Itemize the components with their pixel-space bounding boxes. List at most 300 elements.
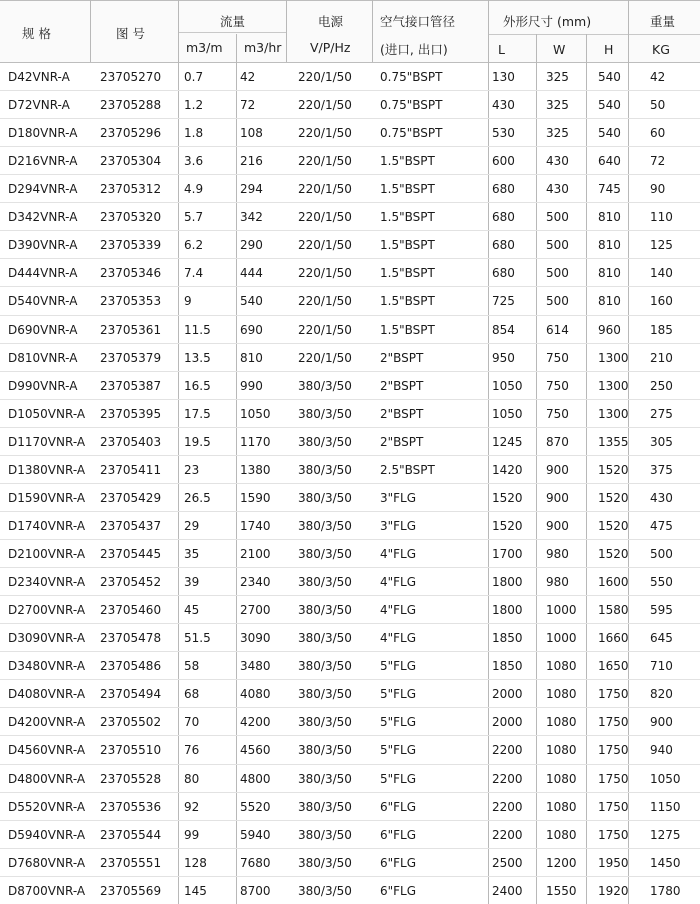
cell-flow-m3m: 99 bbox=[184, 827, 200, 842]
cell-flow-m3m: 13.5 bbox=[184, 350, 211, 365]
cell-weight: 375 bbox=[650, 462, 673, 477]
cell-air-pipe: 2.5"BSPT bbox=[380, 462, 435, 477]
cell-flow-m3hr: 444 bbox=[240, 266, 263, 281]
cell-air-pipe: 2"BSPT bbox=[380, 434, 424, 449]
cell-dim-l: 1050 bbox=[492, 406, 523, 421]
cell-model: D2340VNR-A bbox=[8, 575, 86, 590]
table-row bbox=[0, 707, 700, 735]
cell-flow-m3hr: 294 bbox=[240, 182, 263, 197]
cell-dim-w: 1080 bbox=[546, 799, 577, 814]
cell-weight: 125 bbox=[650, 238, 673, 253]
cell-air-pipe: 6"FLG bbox=[380, 799, 417, 814]
header-dim-w: W bbox=[553, 42, 566, 57]
cell-drawing-no: 23705395 bbox=[100, 406, 162, 421]
cell-flow-m3m: 9 bbox=[184, 294, 192, 309]
cell-dim-w: 870 bbox=[546, 434, 569, 449]
cell-power: 220/1/50 bbox=[298, 98, 352, 113]
cell-dim-w: 1000 bbox=[546, 631, 577, 646]
cell-drawing-no: 23705502 bbox=[100, 715, 162, 730]
cell-dim-h: 1750 bbox=[598, 827, 629, 842]
cell-drawing-no: 23705569 bbox=[100, 883, 162, 898]
cell-flow-m3m: 4.9 bbox=[184, 182, 204, 197]
header-weight: 重量 bbox=[650, 14, 676, 29]
cell-dim-w: 430 bbox=[546, 154, 569, 169]
cell-dim-l: 2200 bbox=[492, 799, 523, 814]
cell-dim-h: 745 bbox=[598, 182, 621, 197]
cell-flow-m3m: 58 bbox=[184, 659, 200, 674]
cell-power: 220/1/50 bbox=[298, 154, 352, 169]
cell-weight: 42 bbox=[650, 70, 666, 84]
cell-drawing-no: 23705478 bbox=[100, 631, 162, 646]
cell-air-pipe: 0.75"BSPT bbox=[380, 126, 443, 141]
cell-flow-m3m: 70 bbox=[184, 715, 200, 730]
cell-model: D2700VNR-A bbox=[8, 603, 86, 618]
cell-dim-h: 1520 bbox=[598, 490, 629, 505]
cell-power: 380/3/50 bbox=[298, 631, 352, 646]
table-row bbox=[0, 511, 700, 539]
cell-dim-l: 1050 bbox=[492, 378, 523, 393]
cell-dim-h: 540 bbox=[598, 70, 621, 84]
cell-dim-l: 2200 bbox=[492, 827, 523, 842]
cell-flow-m3hr: 4560 bbox=[240, 743, 271, 758]
cell-dim-l: 2200 bbox=[492, 743, 523, 758]
cell-weight: 430 bbox=[650, 490, 673, 505]
cell-model: D1590VNR-A bbox=[8, 490, 86, 505]
cell-dim-w: 750 bbox=[546, 350, 569, 365]
cell-air-pipe: 4"FLG bbox=[380, 603, 417, 618]
cell-dim-w: 500 bbox=[546, 210, 569, 225]
cell-power: 380/3/50 bbox=[298, 883, 352, 898]
cell-model: D216VNR-A bbox=[8, 154, 78, 169]
cell-flow-m3m: 0.7 bbox=[184, 70, 204, 84]
table-row bbox=[0, 202, 700, 230]
cell-dim-h: 540 bbox=[598, 98, 621, 113]
cell-weight: 50 bbox=[650, 98, 666, 113]
table-row bbox=[0, 820, 700, 848]
rule-flow-sub bbox=[178, 32, 286, 33]
cell-drawing-no: 23705288 bbox=[100, 98, 162, 113]
cell-weight: 1150 bbox=[650, 799, 681, 814]
cell-dim-l: 680 bbox=[492, 238, 515, 253]
cell-flow-m3m: 16.5 bbox=[184, 378, 211, 393]
table-row bbox=[0, 455, 700, 483]
cell-model: D4200VNR-A bbox=[8, 715, 86, 730]
cell-dim-w: 1550 bbox=[546, 883, 577, 898]
cell-dim-h: 1520 bbox=[598, 518, 629, 533]
cell-dim-l: 2000 bbox=[492, 687, 523, 702]
rule-top bbox=[0, 0, 700, 1]
cell-power: 380/3/50 bbox=[298, 687, 352, 702]
cell-drawing-no: 23705270 bbox=[100, 70, 162, 84]
cell-dim-h: 1300 bbox=[598, 378, 629, 393]
cell-drawing-no: 23705353 bbox=[100, 294, 162, 309]
header-drawing-no: 图 号 bbox=[116, 26, 145, 41]
cell-dim-h: 640 bbox=[598, 154, 621, 169]
cell-flow-m3hr: 1380 bbox=[240, 462, 271, 477]
cell-drawing-no: 23705494 bbox=[100, 687, 162, 702]
table-row bbox=[0, 735, 700, 763]
header-flow-m3hr: m3/hr bbox=[244, 40, 282, 55]
cell-weight: 72 bbox=[650, 154, 666, 169]
cell-air-pipe: 1.5"BSPT bbox=[380, 238, 435, 253]
cell-flow-m3hr: 5520 bbox=[240, 799, 271, 814]
cell-model: D294VNR-A bbox=[8, 182, 78, 197]
cell-flow-m3m: 51.5 bbox=[184, 631, 211, 646]
cell-dim-h: 1580 bbox=[598, 603, 629, 618]
cell-drawing-no: 23705510 bbox=[100, 743, 162, 758]
cell-dim-h: 1920 bbox=[598, 883, 629, 898]
cell-drawing-no: 23705437 bbox=[100, 518, 162, 533]
cell-dim-l: 1520 bbox=[492, 490, 523, 505]
cell-weight: 140 bbox=[650, 266, 673, 281]
cell-model: D342VNR-A bbox=[8, 210, 78, 225]
cell-model: D990VNR-A bbox=[8, 378, 78, 393]
cell-drawing-no: 23705486 bbox=[100, 659, 162, 674]
cell-flow-m3hr: 990 bbox=[240, 378, 263, 393]
cell-power: 220/1/50 bbox=[298, 238, 352, 253]
cell-flow-m3m: 3.6 bbox=[184, 154, 204, 169]
cell-model: D444VNR-A bbox=[8, 266, 78, 281]
cell-dim-w: 1000 bbox=[546, 603, 577, 618]
cell-model: D1050VNR-A bbox=[8, 406, 86, 421]
cell-dim-h: 810 bbox=[598, 266, 621, 281]
cell-flow-m3hr: 2700 bbox=[240, 603, 271, 618]
cell-flow-m3m: 19.5 bbox=[184, 434, 211, 449]
cell-model: D2100VNR-A bbox=[8, 547, 86, 562]
cell-model: D7680VNR-A bbox=[8, 855, 86, 870]
cell-flow-m3m: 17.5 bbox=[184, 406, 211, 421]
cell-air-pipe: 1.5"BSPT bbox=[380, 210, 435, 225]
cell-dim-l: 680 bbox=[492, 182, 515, 197]
table-row bbox=[0, 258, 700, 286]
cell-dim-w: 325 bbox=[546, 70, 569, 84]
cell-air-pipe: 1.5"BSPT bbox=[380, 266, 435, 281]
cell-dim-h: 540 bbox=[598, 126, 621, 141]
header-model: 规 格 bbox=[22, 26, 51, 41]
vrule-model bbox=[90, 0, 91, 62]
cell-power: 220/1/50 bbox=[298, 126, 352, 141]
cell-dim-w: 325 bbox=[546, 98, 569, 113]
table-row bbox=[0, 567, 700, 595]
cell-dim-l: 1850 bbox=[492, 631, 523, 646]
cell-flow-m3hr: 2100 bbox=[240, 547, 271, 562]
table-row bbox=[0, 792, 700, 820]
cell-air-pipe: 0.75"BSPT bbox=[380, 70, 443, 84]
cell-drawing-no: 23705346 bbox=[100, 266, 162, 281]
cell-model: D1380VNR-A bbox=[8, 462, 86, 477]
cell-power: 380/3/50 bbox=[298, 575, 352, 590]
cell-drawing-no: 23705387 bbox=[100, 378, 162, 393]
cell-power: 220/1/50 bbox=[298, 266, 352, 281]
cell-dim-h: 1355 bbox=[598, 434, 629, 449]
cell-power: 380/3/50 bbox=[298, 406, 352, 421]
cell-weight: 645 bbox=[650, 631, 673, 646]
cell-dim-h: 1750 bbox=[598, 799, 629, 814]
cell-model: D42VNR-A bbox=[8, 70, 70, 84]
cell-power: 220/1/50 bbox=[298, 210, 352, 225]
cell-dim-l: 680 bbox=[492, 266, 515, 281]
cell-dim-w: 614 bbox=[546, 322, 569, 337]
header-flow-m3m: m3/m bbox=[186, 40, 223, 55]
cell-air-pipe: 4"FLG bbox=[380, 547, 417, 562]
cell-model: D5520VNR-A bbox=[8, 799, 86, 814]
table-row bbox=[0, 286, 700, 314]
cell-air-pipe: 6"FLG bbox=[380, 855, 417, 870]
header-power: 电源 bbox=[318, 14, 344, 29]
vrule-flow bbox=[286, 0, 287, 62]
cell-dim-w: 1080 bbox=[546, 687, 577, 702]
header-power-unit: V/P/Hz bbox=[310, 40, 351, 55]
cell-model: D390VNR-A bbox=[8, 238, 78, 253]
cell-flow-m3m: 68 bbox=[184, 687, 200, 702]
cell-dim-w: 750 bbox=[546, 378, 569, 393]
cell-weight: 275 bbox=[650, 406, 673, 421]
cell-flow-m3m: 76 bbox=[184, 743, 200, 758]
cell-dim-w: 1080 bbox=[546, 771, 577, 786]
table-row bbox=[0, 343, 700, 371]
header-flow: 流量 bbox=[220, 14, 246, 29]
cell-dim-l: 1700 bbox=[492, 547, 523, 562]
cell-drawing-no: 23705445 bbox=[100, 547, 162, 562]
cell-weight: 1780 bbox=[650, 883, 681, 898]
cell-dim-l: 1420 bbox=[492, 462, 523, 477]
cell-flow-m3m: 128 bbox=[184, 855, 207, 870]
table-row bbox=[0, 539, 700, 567]
cell-flow-m3hr: 7680 bbox=[240, 855, 271, 870]
cell-air-pipe: 5"FLG bbox=[380, 715, 417, 730]
header-dimensions: 外形尺寸 (mm) bbox=[503, 14, 592, 29]
cell-model: D540VNR-A bbox=[8, 294, 78, 309]
table-row bbox=[0, 595, 700, 623]
cell-flow-m3hr: 4800 bbox=[240, 771, 271, 786]
cell-air-pipe: 5"FLG bbox=[380, 659, 417, 674]
cell-dim-h: 1520 bbox=[598, 547, 629, 562]
header-air-pipe-sub: (进口, 出口) bbox=[380, 42, 448, 57]
cell-power: 380/3/50 bbox=[298, 434, 352, 449]
cell-weight: 1450 bbox=[650, 855, 681, 870]
cell-dim-l: 680 bbox=[492, 210, 515, 225]
cell-weight: 550 bbox=[650, 575, 673, 590]
rule-weight-sub bbox=[628, 34, 700, 35]
cell-power: 220/1/50 bbox=[298, 182, 352, 197]
cell-dim-l: 950 bbox=[492, 350, 515, 365]
cell-dim-w: 900 bbox=[546, 462, 569, 477]
cell-dim-w: 500 bbox=[546, 238, 569, 253]
cell-model: D1170VNR-A bbox=[8, 434, 86, 449]
cell-dim-w: 900 bbox=[546, 518, 569, 533]
cell-air-pipe: 3"FLG bbox=[380, 518, 417, 533]
cell-air-pipe: 4"FLG bbox=[380, 575, 417, 590]
cell-dim-l: 1520 bbox=[492, 518, 523, 533]
cell-drawing-no: 23705411 bbox=[100, 462, 162, 477]
cell-model: D3090VNR-A bbox=[8, 631, 86, 646]
cell-flow-m3m: 6.2 bbox=[184, 238, 204, 253]
cell-flow-m3hr: 1170 bbox=[240, 434, 271, 449]
cell-model: D4800VNR-A bbox=[8, 771, 86, 786]
header-dim-l: L bbox=[498, 42, 505, 57]
cell-weight: 1275 bbox=[650, 827, 681, 842]
cell-dim-l: 2000 bbox=[492, 715, 523, 730]
cell-flow-m3m: 145 bbox=[184, 883, 207, 898]
cell-air-pipe: 4"FLG bbox=[380, 631, 417, 646]
cell-model: D72VNR-A bbox=[8, 98, 70, 113]
cell-flow-m3hr: 108 bbox=[240, 126, 263, 141]
cell-dim-h: 960 bbox=[598, 322, 621, 337]
table-row bbox=[0, 679, 700, 707]
cell-model: D4560VNR-A bbox=[8, 743, 86, 758]
cell-flow-m3hr: 540 bbox=[240, 294, 263, 309]
cell-dim-w: 430 bbox=[546, 182, 569, 197]
cell-dim-w: 500 bbox=[546, 294, 569, 309]
cell-flow-m3hr: 2340 bbox=[240, 575, 271, 590]
cell-drawing-no: 23705361 bbox=[100, 322, 162, 337]
cell-drawing-no: 23705320 bbox=[100, 210, 162, 225]
cell-dim-l: 430 bbox=[492, 98, 515, 113]
cell-drawing-no: 23705551 bbox=[100, 855, 162, 870]
cell-model: D5940VNR-A bbox=[8, 827, 86, 842]
cell-weight: 500 bbox=[650, 547, 673, 562]
cell-weight: 900 bbox=[650, 715, 673, 730]
cell-power: 380/3/50 bbox=[298, 743, 352, 758]
table-row bbox=[0, 118, 700, 146]
cell-dim-w: 1080 bbox=[546, 715, 577, 730]
cell-flow-m3hr: 4200 bbox=[240, 715, 271, 730]
cell-air-pipe: 6"FLG bbox=[380, 827, 417, 842]
cell-dim-l: 130 bbox=[492, 70, 515, 84]
cell-flow-m3m: 26.5 bbox=[184, 490, 211, 505]
table-row bbox=[0, 399, 700, 427]
cell-dim-l: 2400 bbox=[492, 883, 523, 898]
cell-weight: 475 bbox=[650, 518, 673, 533]
cell-dim-h: 1300 bbox=[598, 350, 629, 365]
cell-power: 380/3/50 bbox=[298, 659, 352, 674]
table-row bbox=[0, 764, 700, 792]
cell-power: 380/3/50 bbox=[298, 715, 352, 730]
cell-weight: 160 bbox=[650, 294, 673, 309]
cell-dim-l: 1245 bbox=[492, 434, 523, 449]
cell-flow-m3hr: 1740 bbox=[240, 518, 271, 533]
cell-dim-w: 1080 bbox=[546, 743, 577, 758]
cell-drawing-no: 23705379 bbox=[100, 350, 162, 365]
cell-drawing-no: 23705339 bbox=[100, 238, 162, 253]
cell-dim-h: 1750 bbox=[598, 771, 629, 786]
cell-model: D810VNR-A bbox=[8, 350, 78, 365]
table-row bbox=[0, 315, 700, 343]
cell-dim-l: 2200 bbox=[492, 771, 523, 786]
cell-flow-m3hr: 290 bbox=[240, 238, 263, 253]
cell-power: 380/3/50 bbox=[298, 547, 352, 562]
cell-flow-m3m: 5.7 bbox=[184, 210, 204, 225]
table-row bbox=[0, 483, 700, 511]
table-row bbox=[0, 876, 700, 904]
cell-weight: 305 bbox=[650, 434, 673, 449]
table-row bbox=[0, 651, 700, 679]
cell-air-pipe: 5"FLG bbox=[380, 743, 417, 758]
cell-dim-l: 1850 bbox=[492, 659, 523, 674]
header-air-pipe: 空气接口管径 bbox=[380, 14, 456, 29]
table-row bbox=[0, 230, 700, 258]
cell-flow-m3m: 92 bbox=[184, 799, 200, 814]
table-row bbox=[0, 848, 700, 876]
cell-flow-m3hr: 216 bbox=[240, 154, 263, 169]
cell-air-pipe: 5"FLG bbox=[380, 771, 417, 786]
cell-power: 220/1/50 bbox=[298, 350, 352, 365]
cell-flow-m3hr: 810 bbox=[240, 350, 263, 365]
cell-flow-m3m: 39 bbox=[184, 575, 200, 590]
cell-air-pipe: 1.5"BSPT bbox=[380, 182, 435, 197]
cell-power: 380/3/50 bbox=[298, 462, 352, 477]
cell-power: 220/1/50 bbox=[298, 70, 352, 84]
cell-drawing-no: 23705429 bbox=[100, 490, 162, 505]
cell-dim-w: 1200 bbox=[546, 855, 577, 870]
cell-flow-m3hr: 5940 bbox=[240, 827, 271, 842]
cell-dim-h: 1950 bbox=[598, 855, 629, 870]
cell-air-pipe: 1.5"BSPT bbox=[380, 322, 435, 337]
cell-dim-h: 810 bbox=[598, 238, 621, 253]
cell-model: D3480VNR-A bbox=[8, 659, 86, 674]
cell-flow-m3hr: 4080 bbox=[240, 687, 271, 702]
cell-weight: 710 bbox=[650, 659, 673, 674]
cell-flow-m3m: 23 bbox=[184, 462, 200, 477]
cell-air-pipe: 1.5"BSPT bbox=[380, 154, 435, 169]
cell-air-pipe: 5"FLG bbox=[380, 687, 417, 702]
cell-weight: 90 bbox=[650, 182, 666, 197]
cell-flow-m3hr: 42 bbox=[240, 70, 256, 84]
cell-power: 220/1/50 bbox=[298, 322, 352, 337]
cell-power: 380/3/50 bbox=[298, 603, 352, 618]
cell-model: D1740VNR-A bbox=[8, 518, 86, 533]
cell-dim-w: 900 bbox=[546, 490, 569, 505]
vrule-power bbox=[372, 0, 373, 62]
cell-drawing-no: 23705460 bbox=[100, 603, 162, 618]
cell-flow-m3m: 35 bbox=[184, 547, 200, 562]
cell-model: D8700VNR-A bbox=[8, 883, 86, 898]
cell-flow-m3hr: 8700 bbox=[240, 883, 271, 898]
table-row bbox=[0, 427, 700, 455]
cell-dim-w: 500 bbox=[546, 266, 569, 281]
cell-flow-m3m: 45 bbox=[184, 603, 200, 618]
cell-power: 380/3/50 bbox=[298, 378, 352, 393]
table-row bbox=[0, 174, 700, 202]
cell-flow-m3hr: 342 bbox=[240, 210, 263, 225]
cell-dim-w: 750 bbox=[546, 406, 569, 421]
cell-drawing-no: 23705403 bbox=[100, 434, 162, 449]
cell-flow-m3m: 11.5 bbox=[184, 322, 211, 337]
cell-dim-w: 980 bbox=[546, 575, 569, 590]
cell-flow-m3m: 80 bbox=[184, 771, 200, 786]
header-weight-unit: KG bbox=[652, 42, 670, 57]
cell-dim-w: 980 bbox=[546, 547, 569, 562]
cell-weight: 185 bbox=[650, 322, 673, 337]
cell-dim-l: 1800 bbox=[492, 575, 523, 590]
table-row bbox=[0, 371, 700, 399]
cell-dim-w: 1080 bbox=[546, 827, 577, 842]
cell-weight: 250 bbox=[650, 378, 673, 393]
cell-flow-m3hr: 690 bbox=[240, 322, 263, 337]
cell-power: 380/3/50 bbox=[298, 855, 352, 870]
cell-model: D4080VNR-A bbox=[8, 687, 86, 702]
cell-flow-m3hr: 3090 bbox=[240, 631, 271, 646]
cell-flow-m3m: 7.4 bbox=[184, 266, 204, 281]
table-row bbox=[0, 90, 700, 118]
cell-air-pipe: 0.75"BSPT bbox=[380, 98, 443, 113]
cell-flow-m3hr: 1050 bbox=[240, 406, 271, 421]
header-dim-h: H bbox=[604, 42, 614, 57]
cell-dim-l: 1800 bbox=[492, 603, 523, 618]
cell-dim-h: 1660 bbox=[598, 631, 629, 646]
cell-air-pipe: 2"BSPT bbox=[380, 350, 424, 365]
cell-weight: 110 bbox=[650, 210, 673, 225]
